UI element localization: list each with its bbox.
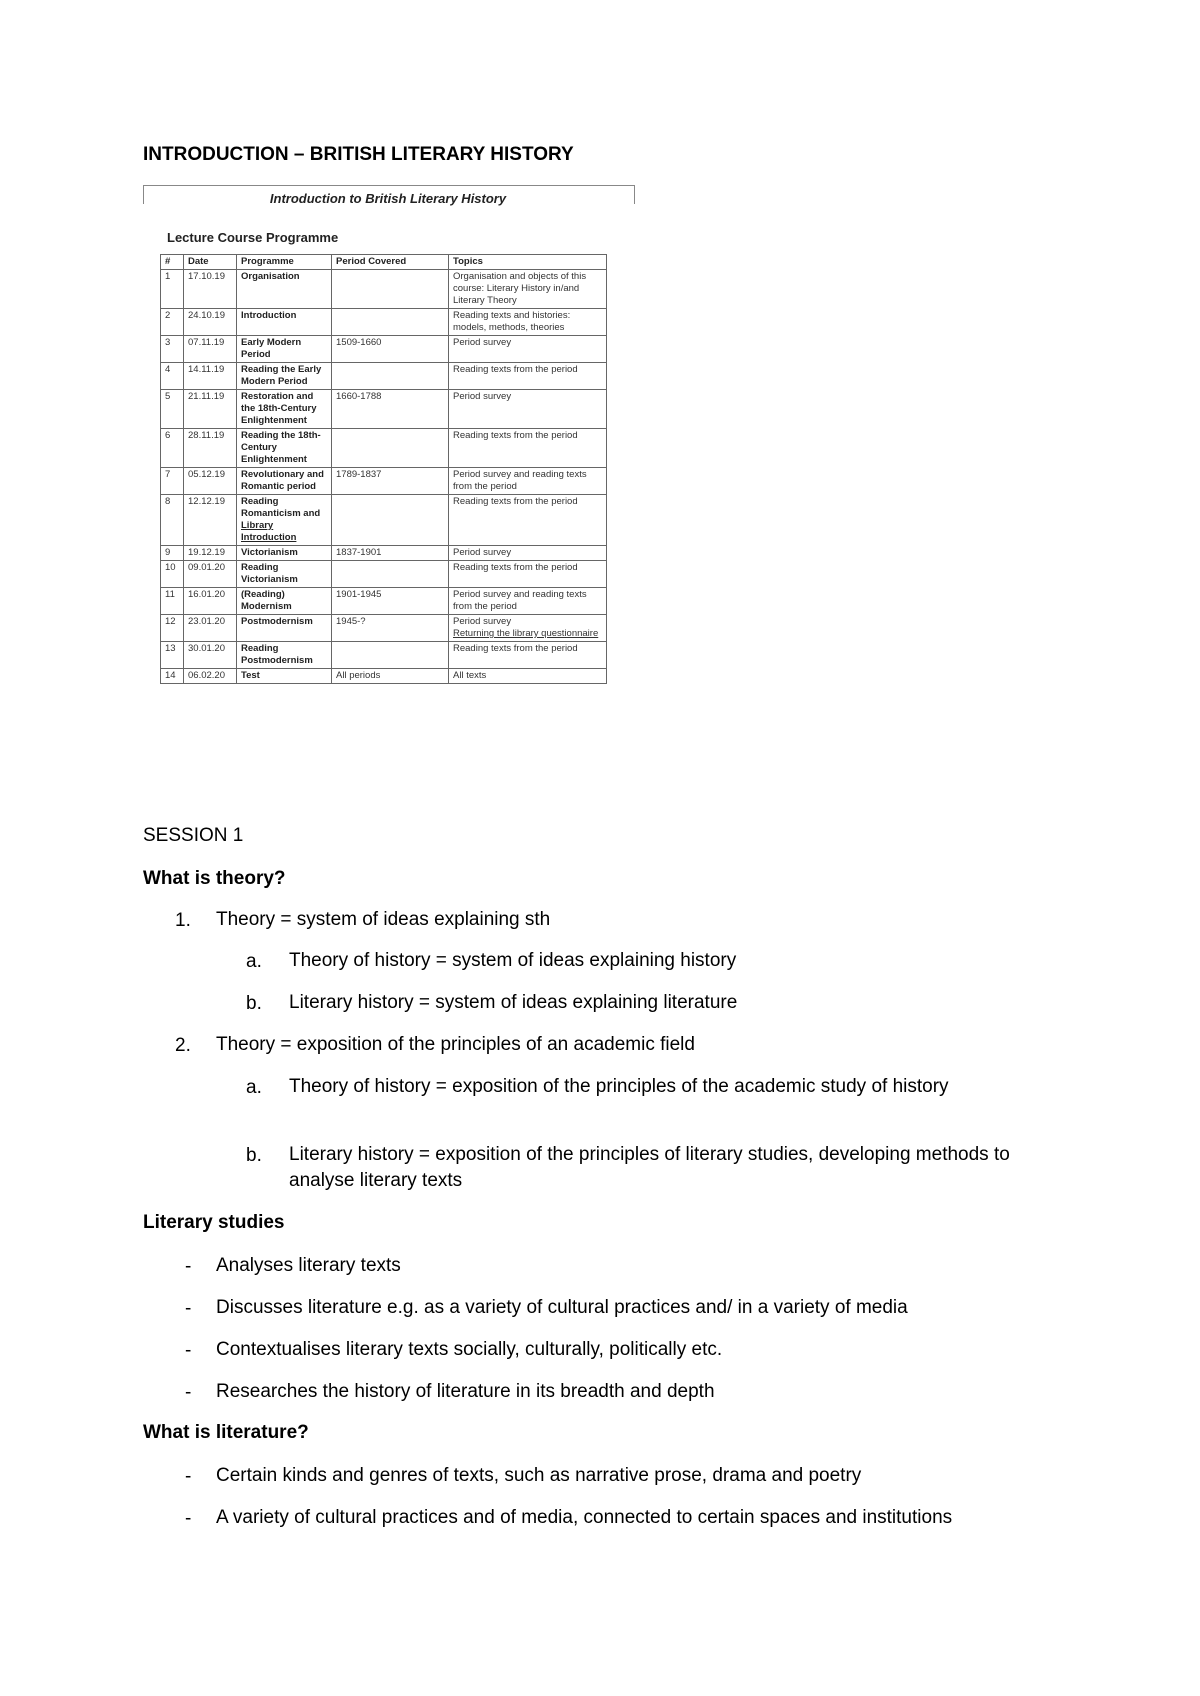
row-date: 17.10.19	[184, 270, 237, 309]
row-topics-text: Period survey	[453, 616, 512, 627]
row-period	[332, 429, 449, 468]
row-period: 1660-1788	[332, 390, 449, 429]
row-number: 6	[161, 429, 184, 468]
list-item: Theory = exposition of the principles of an academic field	[216, 1034, 695, 1055]
list-item: Researches the history of literature in its breadth and depth	[216, 1381, 715, 1402]
row-period: 1901-1945	[332, 588, 449, 615]
table-row	[161, 390, 607, 429]
row-number: 1	[161, 270, 184, 309]
row-programme: Postmodernism	[237, 615, 332, 642]
row-number: 7	[161, 468, 184, 495]
table-header-row	[161, 255, 607, 270]
image-subheading: Lecture Course Programme	[167, 230, 339, 245]
list-item: Certain kinds and genres of texts, such as narrative prose, drama and poetry	[216, 1465, 862, 1486]
table-row	[161, 588, 607, 615]
row-date: 16.01.20	[184, 588, 237, 615]
row-programme: Reading the Early Modern Period	[237, 363, 332, 390]
row-period	[332, 495, 449, 546]
row-period: 1945-?	[332, 615, 449, 642]
row-number: 10	[161, 561, 184, 588]
row-period	[332, 270, 449, 309]
list-number-1: 1.	[175, 910, 191, 931]
row-topics: Organisation and objects of this course: Literary History in/and Literary Theory	[449, 270, 607, 309]
list-letter-a: a.	[246, 951, 262, 972]
row-period	[332, 309, 449, 336]
bullet-dash: -	[185, 1256, 192, 1277]
row-date: 05.12.19	[184, 468, 237, 495]
col-programme: Programme	[237, 255, 332, 270]
row-date: 19.12.19	[184, 546, 237, 561]
list-item: Literary history = system of ideas explaining literature	[289, 992, 738, 1013]
row-topics: Period survey	[449, 336, 607, 363]
row-number: 14	[161, 669, 184, 684]
list-item: Theory of history = exposition of the principles of the academic study of history	[289, 1076, 949, 1097]
bullet-dash: -	[185, 1340, 192, 1361]
row-number: 12	[161, 615, 184, 642]
table-row	[161, 270, 607, 309]
row-topics: Reading texts and histories: models, methods, theories	[449, 309, 607, 336]
programme-table	[160, 254, 607, 684]
heading-what-is-theory: What is theory?	[143, 868, 286, 889]
row-number: 3	[161, 336, 184, 363]
row-date: 21.11.19	[184, 390, 237, 429]
row-date: 14.11.19	[184, 363, 237, 390]
image-heading: Introduction to British Literary History	[269, 191, 507, 206]
row-topics: Period survey and reading texts from the period	[449, 468, 607, 495]
table-row	[161, 495, 607, 546]
table-row	[161, 468, 607, 495]
row-programme: (Reading) Modernism	[237, 588, 332, 615]
col-topics: Topics	[449, 255, 607, 270]
list-item: Analyses literary texts	[216, 1255, 401, 1276]
list-item: Literary history = exposition of the principles of literary studies, developing methods to analyse literary texts	[289, 1144, 1010, 1191]
row-number: 13	[161, 642, 184, 669]
row-topics: Period survey	[449, 546, 607, 561]
table-row	[161, 561, 607, 588]
row-programme: Organisation	[237, 270, 332, 309]
row-period: 1789-1837	[332, 468, 449, 495]
heading-literary-studies: Literary studies	[143, 1212, 285, 1233]
row-period	[332, 642, 449, 669]
page-title: INTRODUCTION – BRITISH LITERARY HISTORY	[143, 144, 574, 165]
list-item: Discusses literature e.g. as a variety of cultural practices and/ in a variety of media	[216, 1297, 908, 1318]
table-row	[161, 546, 607, 561]
table-row	[161, 642, 607, 669]
row-date: 24.10.19	[184, 309, 237, 336]
list-item: Theory = system of ideas explaining sth	[216, 909, 551, 930]
bullet-dash: -	[185, 1382, 192, 1403]
row-number: 9	[161, 546, 184, 561]
row-programme: Test	[237, 669, 332, 684]
col-period: Period Covered	[332, 255, 449, 270]
row-period: All periods	[332, 669, 449, 684]
col-number: #	[161, 255, 184, 270]
row-programme: Reading Victorianism	[237, 561, 332, 588]
row-number: 5	[161, 390, 184, 429]
row-topics: Reading texts from the period	[449, 561, 607, 588]
row-topics: Reading texts from the period	[449, 429, 607, 468]
table-row	[161, 669, 607, 684]
row-number: 4	[161, 363, 184, 390]
row-programme: Reading Postmodernism	[237, 642, 332, 669]
library-questionnaire-link[interactable]: Returning the library questionnaire	[453, 628, 599, 639]
row-period	[332, 561, 449, 588]
row-date: 07.11.19	[184, 336, 237, 363]
row-programme: Reading the 18th-Century Enlightenment	[237, 429, 332, 468]
row-programme	[237, 495, 332, 546]
row-topics: Reading texts from the period	[449, 642, 607, 669]
list-number-2: 2.	[175, 1035, 191, 1056]
row-programme: Revolutionary and Romantic period	[237, 468, 332, 495]
col-date: Date	[184, 255, 237, 270]
table-row	[161, 363, 607, 390]
row-number: 11	[161, 588, 184, 615]
row-date: 23.01.20	[184, 615, 237, 642]
row-programme-text: Reading Romanticism and	[241, 496, 321, 519]
table-row	[161, 615, 607, 642]
list-letter-a: a.	[246, 1077, 262, 1098]
row-topics: All texts	[449, 669, 607, 684]
row-date: 12.12.19	[184, 495, 237, 546]
row-programme: Restoration and the 18th-Century Enlightenment	[237, 390, 332, 429]
row-topics: Period survey and reading texts from the period	[449, 588, 607, 615]
table-row	[161, 336, 607, 363]
table-row	[161, 429, 607, 468]
table-row	[161, 309, 607, 336]
bullet-dash: -	[185, 1466, 192, 1487]
bullet-dash: -	[185, 1508, 192, 1529]
list-item: Contextualises literary texts socially, culturally, politically etc.	[216, 1339, 723, 1360]
row-period	[332, 363, 449, 390]
row-date: 09.01.20	[184, 561, 237, 588]
row-topics	[449, 615, 607, 642]
row-topics: Period survey	[449, 390, 607, 429]
list-letter-b: b.	[246, 1145, 262, 1166]
row-period: 1509-1660	[332, 336, 449, 363]
library-introduction-link[interactable]: Library Introduction	[241, 520, 297, 543]
row-number: 2	[161, 309, 184, 336]
session-label: SESSION 1	[143, 825, 244, 846]
bullet-dash: -	[185, 1298, 192, 1319]
heading-what-is-literature: What is literature?	[143, 1422, 309, 1443]
row-programme: Victorianism	[237, 546, 332, 561]
list-item: Theory of history = system of ideas explaining history	[289, 950, 737, 971]
row-programme: Early Modern Period	[237, 336, 332, 363]
row-topics: Reading texts from the period	[449, 495, 607, 546]
course-programme-image	[143, 185, 633, 745]
row-number: 8	[161, 495, 184, 546]
row-date: 06.02.20	[184, 669, 237, 684]
row-date: 30.01.20	[184, 642, 237, 669]
row-topics: Reading texts from the period	[449, 363, 607, 390]
list-item: A variety of cultural practices and of media, connected to certain spaces and institutions	[216, 1507, 953, 1528]
row-period: 1837-1901	[332, 546, 449, 561]
row-date: 28.11.19	[184, 429, 237, 468]
list-letter-b: b.	[246, 993, 262, 1014]
row-programme: Introduction	[237, 309, 332, 336]
